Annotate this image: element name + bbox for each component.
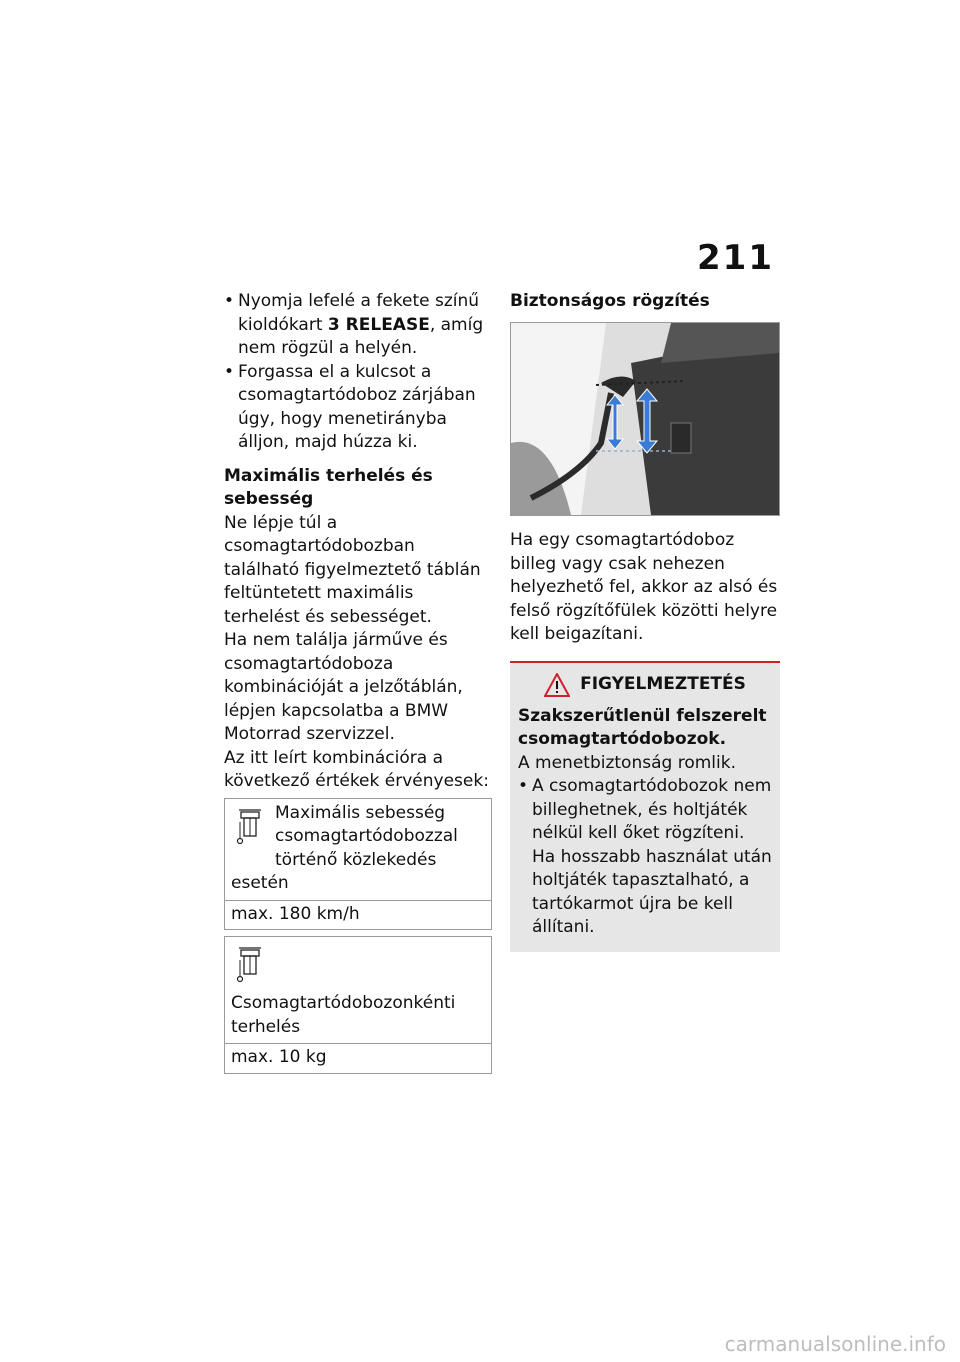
bullet-text-end: , amíg nem rögzül a helyén. (238, 314, 484, 358)
luggage-case-icon (231, 802, 267, 854)
warning-box (510, 661, 780, 952)
instruction-bullet (224, 290, 492, 361)
warning-bullet (518, 775, 772, 846)
warning-header (518, 673, 772, 697)
spec-value: max. 180 km/h (231, 903, 360, 924)
right-column (510, 290, 780, 952)
watermark: carmanualsonline.info (724, 1332, 946, 1356)
bullet-text: Nyomja lefelé a fekete színű kioldókart (238, 291, 480, 335)
warning-subtitle: Szakszerűtlenül felszerelt csomagtartódobozok. (518, 705, 767, 749)
warning-triangle-icon (544, 673, 570, 697)
figure-caption: Ha egy csomagtartódoboz billeg vagy csak nehezen helyezhető fel, akkor az alsó és felső rögzítőfülek közötti helyre kell beigazítani. (510, 530, 778, 644)
bullet-bold-text: 3 RELEASE (327, 314, 430, 335)
warning-bullet-text: A csomagtartódobozok nem billeghetnek, és holtjáték nélkül kell őket rögzíteni. (532, 776, 772, 843)
page-number: 211 (697, 238, 774, 278)
spec-table (224, 936, 492, 1074)
spec-label-row (225, 937, 491, 1044)
paragraph: Ha nem találja járműve és csomagtartódoboza kombinációját a jelzőtáblán, lépjen kapcsolatba a BMW Motorrad szervizzel. (224, 630, 463, 744)
bullet-text: Forgassa el a kulcsot a csomagtartódoboz zárjában úgy, hogy menetirányba álljon, majd húzza ki. (238, 361, 476, 452)
spec-label: Maximális sebesség csomagtartódobozzal történő közlekedés esetén (231, 802, 458, 893)
section-heading: Biztonságos rögzítés (510, 291, 710, 311)
spec-value: max. 10 kg (231, 1047, 327, 1067)
spec-label: Csomagtartódobozonkénti terhelés (231, 993, 456, 1037)
left-column (224, 290, 492, 1074)
instruction-bullet (224, 361, 492, 455)
case-mount-arrows-photo (510, 322, 780, 516)
paragraph: Ne lépje túl a csomagtartódobozban található figyelmeztető táblán feltüntetett maximális terhelést és sebességet. (224, 512, 481, 627)
warning-title: FIGYELMEZTETÉS (580, 673, 746, 694)
paragraph: Az itt leírt kombinációra a következő értékek érvényesek: (224, 747, 489, 791)
spec-label-row (225, 799, 491, 901)
warning-bullet-continuation: Ha hosszabb használat után holtjáték tapasztalható, a tartókarmot újra be kell állítani. (532, 846, 772, 937)
section-heading: Maximális terhelés és sebesség (224, 465, 433, 509)
spec-table (224, 798, 492, 931)
warning-text: A menetbiztonság romlik. (518, 752, 736, 773)
luggage-case-icon (231, 940, 267, 992)
